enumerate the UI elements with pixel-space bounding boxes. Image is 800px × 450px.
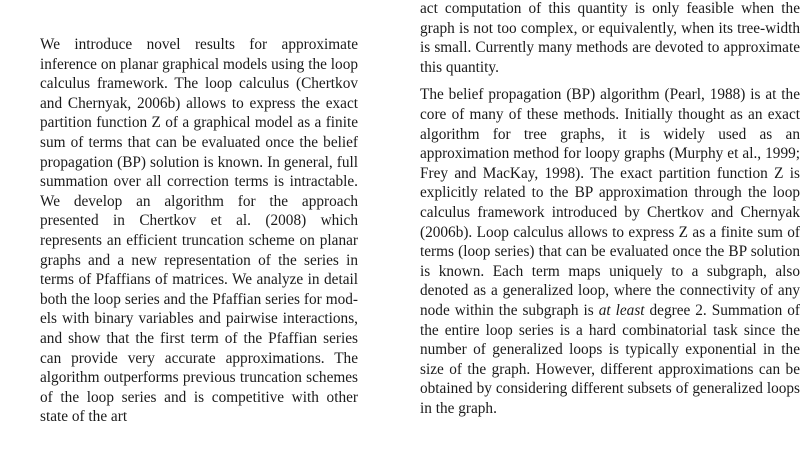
intro-paragraph-1: act computation of this quantity is only feasible when the graph is not too complex, or equivalently, when its tree-width is small. Currently many methods are devoted to approximate this quantity. <box>420 0 800 76</box>
abstract-column <box>40 35 358 427</box>
introduction-column <box>420 0 800 418</box>
intro-paragraph-2 <box>420 85 800 418</box>
intro-paragraph-2-part-2: degree 2. Summation of the entire loop series is a hard combinatorial task since the number of generalized loops is typically exponential in the size of the graph. However, different approximations can be obtained by considering different subsets of generalized loops in the graph. <box>420 301 800 417</box>
abstract-paragraph: We introduce novel results for approximate inference on planar graphical models using the loop calculus framework. The loop calculus (Chertkov and Chernyak, 2006b) allows to express the exact partition function Z of a graphical model as a finite sum of terms that can be evaluated once the belief propagation (BP) solution is known. In general, full summation over all correction terms is intractable. We develop an algorithm for the approach presented in Chertkov et al. (2008) which represents an efficient truncation scheme on planar graphs and a new representation of the series in terms of Pfaffians of matrices. We analyze in detail both the loop series and the Pfaffian series for models with binary variables and pairwise interactions, and show that the first term of the Pfaffian series can provide very accurate approximations. The algorithm outperforms previous truncation schemes of the loop series and is competitive with other state of the art <box>40 36 358 426</box>
intro-paragraph-2-part-1: The belief propagation (BP) algorithm (Pearl, 1988) is at the core of many of these methods. Initially thought as an exact algorithm for tree graphs, it is widely used as an approximation method for loopy graphs (Murphy et al., 1999; Frey and MacKay, 1998). The exact partition function Z is explicitly related to the BP approximation through the loop calculus framework introduced by Chertkov and Chernyak (2006b). Loop calculus allows to express Z as a finite sum of terms (loop series) that can be evaluated once the BP solution is known. Each term maps uniquely to a subgraph, also denoted as a generalized loop, where the connectivity of any node within the subgraph is <box>420 86 800 319</box>
intro-italic-phrase: at least <box>598 301 645 319</box>
